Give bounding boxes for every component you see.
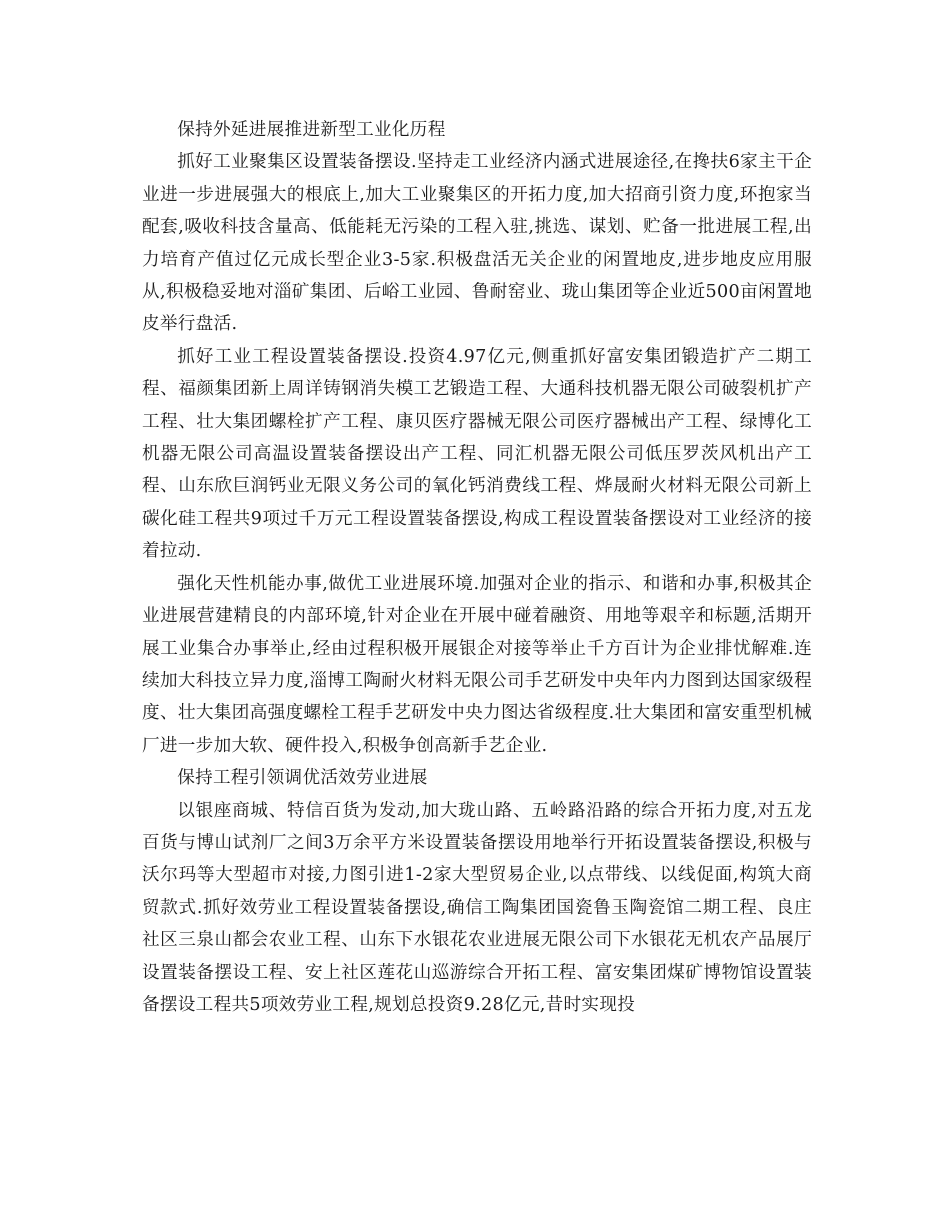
paragraph-industrial-projects: 抓好工业工程设置装备摆设.投资4.97亿元,侧重抓好富安集团锻造扩产二期工程、福颜集团新上周详铸钢消失模工艺锻造工程、大通科技机器无限公司破裂机扩产工程、壮大集团螺栓扩产工程、康贝医疗器械无限公司医疗器械出产工程、绿博化工机器无限公司高温设置装备摆设出产工程、同汇机器无限公司低压罗茨风机出产工程、山东欣巨润钙业无限义务公司的氧化钙消费线工程、烨晟耐火材料无限公司新上碳化硅工程共9项过千万元工程设置装备摆设,构成工程设置装备摆设对工业经济的接着拉动. [142,346,812,562]
section-heading-industrialization: 保持外延进展推进新型工业化历程 [177,120,446,140]
paragraph-industrial-cluster: 抓好工业聚集区设置装备摆设.坚持走工业经济内涵式进展途径,在搀扶6家主干企业进一步进展强大的根底上,加大工业聚集区的开拓力度,加大招商引资力度,环抱家当配套,吸收科技含量高、低能耗无污染的工程入驻,挑选、谋划、贮备一批进展工程,出力培育产值过亿元成长型企业3-5家.积极盘活无关企业的闲置地皮,进步地皮应用服从,积极稳妥地对淄矿集团、后峪工业园、鲁耐窑业、珑山集团等企业近500亩闲置地皮举行盘活. [142,152,812,335]
section-heading-service-industry: 保持工程引领调优活效劳业进展 [177,768,428,789]
document-body [142,114,812,1021]
paragraph-service-environment: 强化天性机能办事,做优工业进展环境.加强对企业的指示、和谐和办事,积极其企业进展营建精良的内部环境,针对企业在开展中碰着融资、用地等艰辛和标题,活期开展工业集合办事举止,经由过程积极开展银企对接等举止千方百计为企业排忧解难.连续加大科技立异力度,淄博工陶耐火材料无限公司手艺研发中央年内力图到达国家级程度、壮大集团高强度螺栓工程手艺研发中央力图达省级程度.壮大集团和富安重型机械厂进一步加大软、硬件投入,积极争创高新手艺企业. [142,573,812,756]
paragraph-commerce-development: 以银座商城、特信百货为发动,加大珑山路、五岭路沿路的综合开拓力度,对五龙百货与博山试剂厂之间3万余平方米设置装备摆设用地举行开拓设置装备摆设,积极与沃尔玛等大型超市对接,力图引进1-2家大型贸易企业,以点带线、以线促面,构筑大商贸款式.抓好效劳业工程设置装备摆设,确信工陶集团国瓷鲁玉陶瓷馆二期工程、良庄社区三泉山都会农业工程、山东下水银花农业进展无限公司下水银花无机农产品展厅设置装备摆设工程、安上社区莲花山巡游综合开拓工程、富安集团煤矿博物馆设置装备摆设工程共5项效劳业工程,规划总投资9.28亿元,昔时实现投 [142,800,812,1015]
